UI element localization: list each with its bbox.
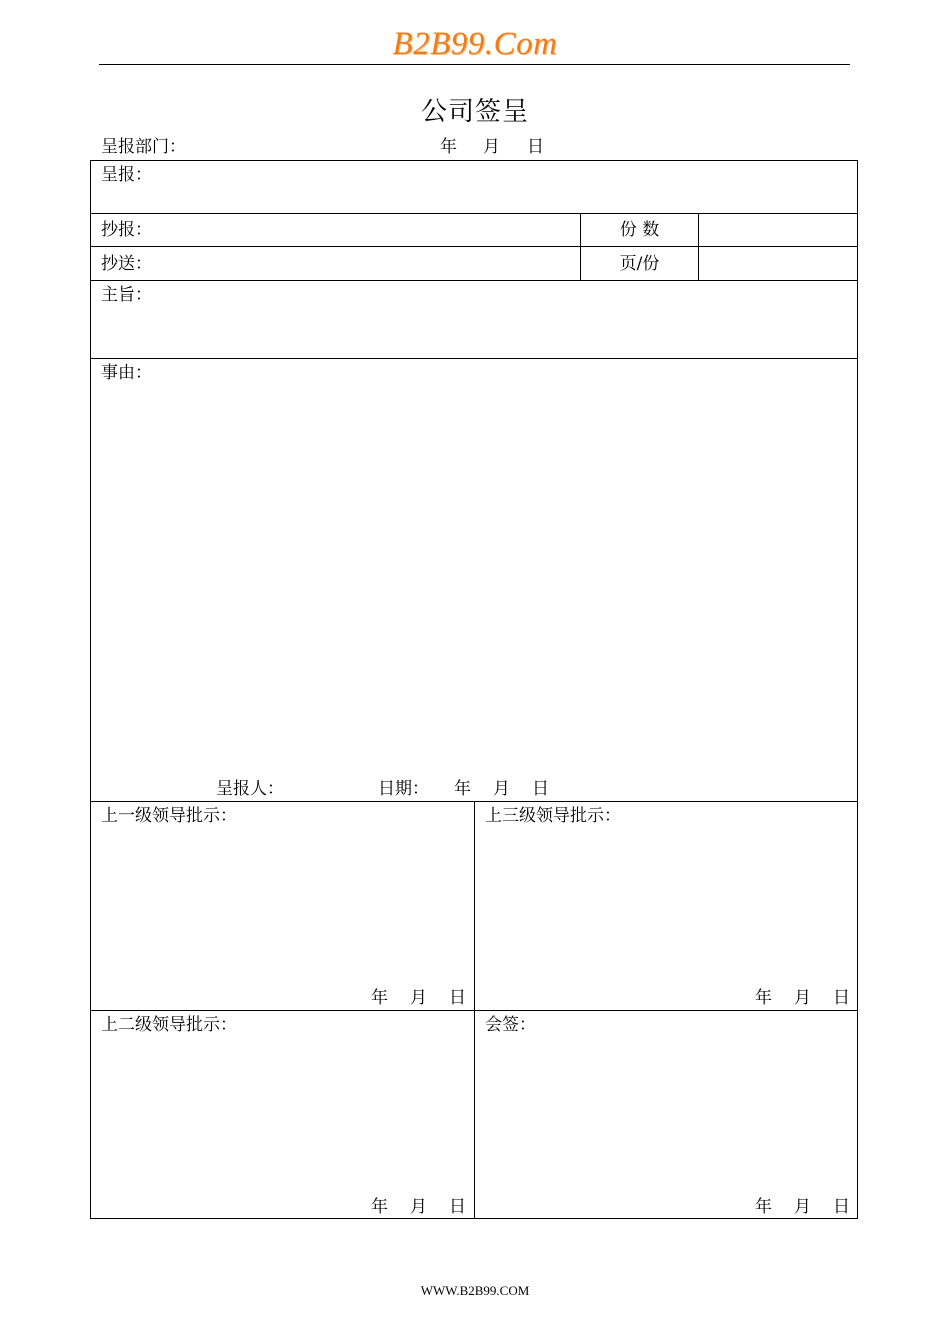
approval-level-3-year: 年	[755, 988, 772, 1008]
countersign-year: 年	[755, 1197, 772, 1217]
approval-level-2-month: 月	[410, 1197, 427, 1217]
countersign-label: 会签：	[485, 1015, 536, 1035]
header-date-year: 年	[440, 137, 457, 157]
countersign-day: 日	[833, 1197, 850, 1217]
approval-level-2-day: 日	[449, 1197, 466, 1217]
row-divider-report	[90, 213, 858, 214]
approval-level-3-day: 日	[833, 988, 850, 1008]
approval-level-2-year: 年	[371, 1197, 388, 1217]
approval-level-3-label: 上三级领导批示：	[485, 806, 621, 826]
approval-level-1-day: 日	[449, 988, 466, 1008]
report-to-label: 呈报：	[101, 165, 152, 185]
header-date-month: 月	[483, 137, 500, 157]
department-label: 呈报部门：	[101, 137, 186, 157]
approval-level-1-year: 年	[371, 988, 388, 1008]
site-logo: B2B99.Com	[392, 26, 558, 62]
approval-level-1-label: 上一级领导批示：	[101, 806, 237, 826]
reporter-date-month: 月	[493, 779, 510, 799]
document-title: 公司签呈	[420, 97, 529, 127]
copies-label: 份 数	[619, 220, 660, 240]
send-label: 抄送：	[101, 254, 152, 274]
countersign-month: 月	[794, 1197, 811, 1217]
approval-level-1-month: 月	[410, 988, 427, 1008]
header-divider	[99, 64, 850, 65]
pages-label: 页/份	[619, 254, 660, 274]
reason-label: 事由：	[101, 363, 152, 383]
column-divider-copies-value	[698, 213, 699, 280]
row-divider-cc	[90, 246, 858, 247]
footer-url: WWW.B2B99.COM	[420, 1283, 530, 1298]
column-divider-approvals	[474, 801, 475, 1219]
row-divider-subject	[90, 358, 858, 359]
reporter-date-day: 日	[532, 779, 549, 799]
header-date-day: 日	[527, 137, 544, 157]
row-divider-send	[90, 280, 858, 281]
reporter-date-label: 日期：	[378, 779, 429, 799]
approval-level-2-label: 上二级领导批示：	[101, 1015, 237, 1035]
approval-level-3-month: 月	[794, 988, 811, 1008]
subject-label: 主旨：	[101, 285, 152, 305]
cc-label: 抄报：	[101, 220, 152, 240]
reporter-date-year: 年	[454, 779, 471, 799]
reporter-label: 呈报人：	[216, 779, 284, 799]
